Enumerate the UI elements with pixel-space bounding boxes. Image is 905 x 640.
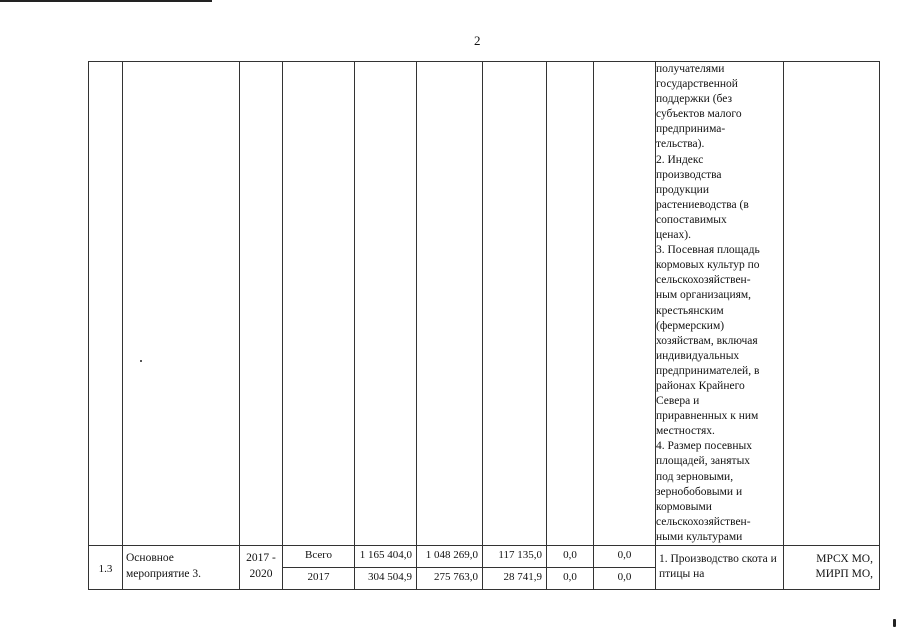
cell-period-empty — [240, 62, 283, 546]
cell-indicators-continued: получателями государственной поддержки (без субъектов малого предпринима- тельства). 2. Индекс производства продукции растениеводства (в сопоставимых ценах). 3. Посевная площадь кормовых культур по сельскохозяйствен- ным организациям, крестьянским (фермерским) хозяйствам, включая индивидуальных предпринимателей, в районах Крайнего Севера и приравненных к ним местностях. 4. Размер посевных площадей, занятых под зерновыми, зернобобовыми и кормовыми сельскохозяйствен- ными культурами — [656, 62, 784, 546]
cell-indicators: 1. Производство скота и птицы на — [656, 546, 784, 590]
cell-col4-empty — [547, 62, 594, 546]
cell-line-label: 2017 — [283, 568, 355, 590]
table-row-continued — [89, 62, 880, 546]
cell-col3-empty — [483, 62, 547, 546]
header-rule — [0, 0, 212, 2]
cell-period: 2017 - 2020 — [240, 546, 283, 590]
table-row-1-3-total — [89, 546, 880, 568]
cell-total-empty — [355, 62, 417, 546]
cell-col4: 0,0 — [547, 546, 594, 568]
cell-col5: 0,0 — [594, 546, 656, 568]
cell-col3: 117 135,0 — [483, 546, 547, 568]
cell-col3: 28 741,9 — [483, 568, 547, 590]
cell-source-empty — [283, 62, 355, 546]
cell-line-label: Всего — [283, 546, 355, 568]
cell-col4: 0,0 — [547, 568, 594, 590]
cell-col2: 1 048 269,0 — [417, 546, 483, 568]
cell-name-empty — [123, 62, 240, 546]
page-number: 2 — [474, 33, 481, 48]
cell-number-empty — [89, 62, 123, 546]
cell-col2: 275 763,0 — [417, 568, 483, 590]
cell-total: 1 165 404,0 — [355, 546, 417, 568]
cell-total: 304 504,9 — [355, 568, 417, 590]
cell-executors-empty — [784, 62, 880, 546]
scan-speck — [893, 619, 896, 627]
scan-speck — [140, 360, 142, 362]
cell-col5-empty — [594, 62, 656, 546]
cell-col2-empty — [417, 62, 483, 546]
cell-activity-name: Основное мероприятие 3. — [123, 546, 240, 590]
cell-executors: МРСХ МО, МИРП МО, — [784, 546, 880, 590]
cell-col5: 0,0 — [594, 568, 656, 590]
cell-row-number: 1.3 — [89, 546, 123, 590]
program-table — [88, 61, 880, 590]
